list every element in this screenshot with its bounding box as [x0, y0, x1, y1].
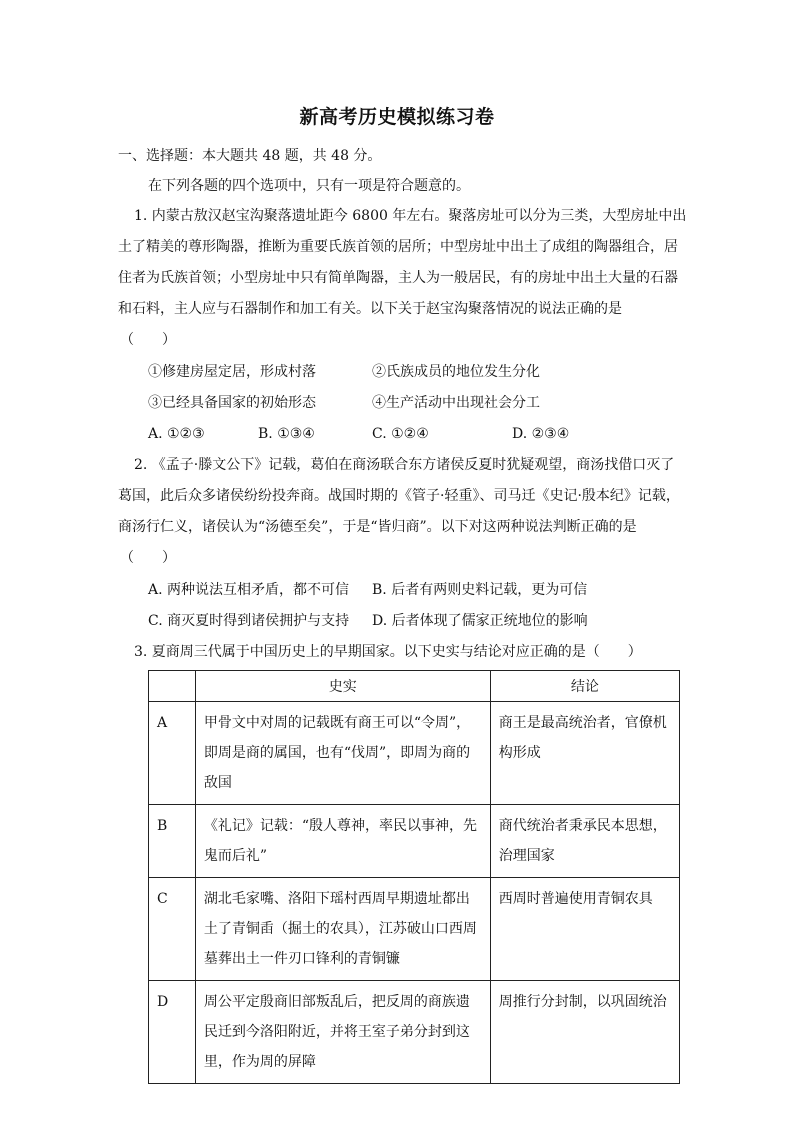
row-label: C [157, 891, 168, 907]
option-a[interactable]: A. ①②③ [148, 426, 205, 442]
question-text-line: 商汤行仁义，诸侯认为“汤德至矣”，于是“皆归商”。以下对这两种说法判断正确的是 [118, 519, 637, 535]
section-heading: 一、选择题：本大题共 48 题，共 48 分。 [118, 148, 382, 164]
question-text-line: 1. 内蒙古敖汉赵宝沟聚落遗址距今 6800 年左右。聚落房址可以分为三类，大型房址中出 [134, 208, 687, 224]
option-b[interactable]: B. 后者有两则史料记载，更为可信 [372, 582, 588, 598]
answer-blank: （ ） [120, 550, 176, 566]
table-row[interactable] [149, 981, 680, 1084]
option-d[interactable]: D. 后者体现了儒家正统地位的影响 [372, 613, 588, 629]
option-c[interactable]: C. 商灭夏时得到诸侯拥护与支持 [148, 613, 350, 629]
table-header: 史实 [195, 671, 490, 702]
row-fact: 甲骨文中对周的记载既有商王可以“令周”，即周是商的属国，也有“伐周”，即周为商的敌国 [203, 715, 471, 791]
table-header [149, 671, 196, 702]
row-label: B [157, 818, 168, 834]
statement-3: ③已经具备国家的初始形态 [148, 395, 316, 411]
row-conclusion: 商代统治者秉承民本思想，治理国家 [498, 818, 667, 864]
statement-4: ④生产活动中出现社会分工 [372, 395, 540, 411]
statement-2: ②氏族成员的地位发生分化 [372, 364, 540, 380]
row-label: D [157, 994, 169, 1010]
question-text-line: 和石料，主人应与石器制作和加工有关。以下关于赵宝沟聚落情况的说法正确的是 [118, 301, 622, 317]
table-row[interactable] [149, 702, 680, 805]
table-row[interactable] [149, 805, 680, 878]
row-conclusion: 西周时普遍使用青铜农具 [498, 891, 653, 907]
facts-conclusions-table [148, 670, 680, 1084]
question-text-line: 土了精美的尊形陶器，推断为重要氏族首领的居所；中型房址中出土了成组的陶器组合，居 [118, 239, 678, 255]
question-text-line: 2. 《孟子·滕文公下》记载，葛伯在商汤联合东方诸侯反夏时犹疑观望，商汤找借口灭了 [134, 457, 675, 473]
row-conclusion: 周推行分封制，以巩固统治 [498, 994, 667, 1010]
row-fact: 周公平定殷商旧部叛乱后，把反周的商族遗民迁到今洛阳附近，并将王室子弟分封到这里，作为周的屏障 [203, 994, 470, 1070]
option-a[interactable]: A. 两种说法互相矛盾，都不可信 [148, 582, 350, 598]
answer-blank: （ ） [120, 332, 176, 348]
row-fact: 湖北毛家嘴、洛阳下瑶村西周早期遗址都出土了青铜臿（掘土的农具），江苏破山口西周墓葬出土一件刃口锋利的青铜镰 [203, 891, 477, 967]
table-header-row [149, 671, 680, 702]
statement-1: ①修建房屋定居，形成村落 [148, 364, 316, 380]
option-b[interactable]: B. ①③④ [258, 426, 315, 442]
row-fact: 《礼记》记载：“殷人尊神，率民以事神，先鬼而后礼” [203, 818, 478, 864]
exam-title: 新高考历史模拟练习卷 [299, 106, 495, 128]
row-conclusion: 商王是最高统治者，官僚机构形成 [498, 715, 667, 761]
question-text-line: 3. 夏商周三代属于中国历史上的早期国家。以下史实与结论对应正确的是（ ） [134, 644, 642, 660]
option-c[interactable]: C. ①②④ [372, 426, 429, 442]
table-header: 结论 [490, 671, 679, 702]
question-text-line: 葛国，此后众多诸侯纷纷投奔商。战国时期的《管子·轻重》、司马迁《史记·殷本纪》记载， [118, 488, 680, 504]
row-label: A [157, 715, 168, 731]
option-d[interactable]: D. ②③④ [512, 426, 570, 442]
table-row[interactable] [149, 878, 680, 981]
section-instruction: 在下列各题的四个选项中，只有一项是符合题意的。 [148, 178, 470, 194]
question-text-line: 住者为氏族首领；小型房址中只有简单陶器，主人为一般居民，有的房址中出土大量的石器 [118, 270, 678, 286]
